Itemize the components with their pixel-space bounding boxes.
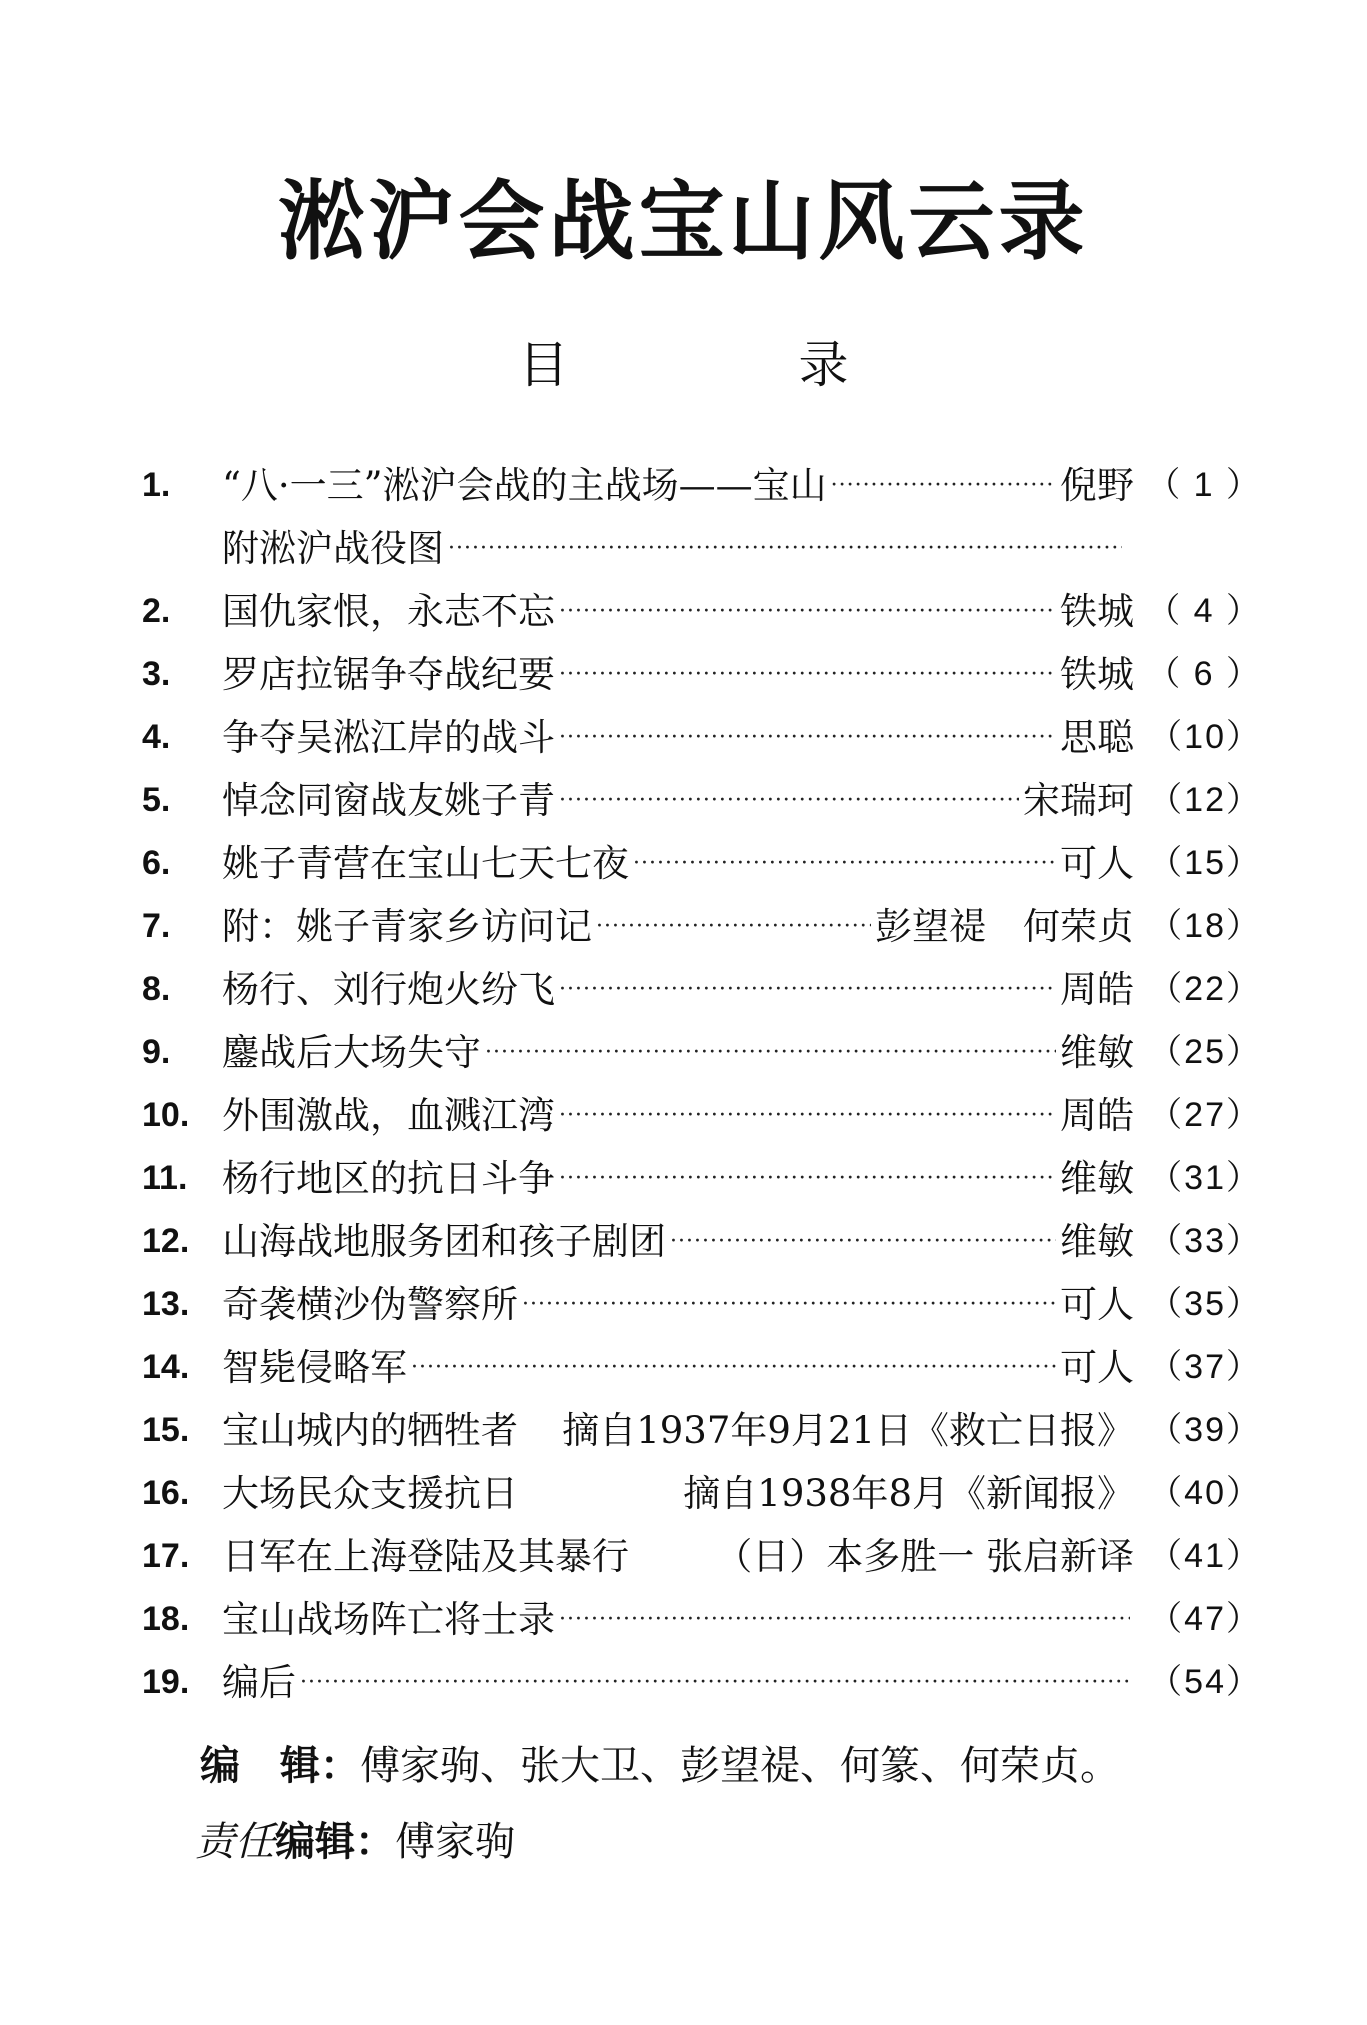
entry-title: 宝山战场阵亡将士录 [222, 1598, 555, 1641]
toc-entry[interactable] [142, 1210, 1262, 1273]
entry-author: 维敏 [1060, 1031, 1134, 1074]
entry-number: 11. [142, 1159, 188, 1197]
toc-entry[interactable] [142, 1462, 1262, 1525]
entry-title: 外围激战，血溅江湾 [222, 1094, 555, 1137]
entry-page: （40） [1148, 1474, 1262, 1512]
entry-page: （54） [1148, 1663, 1262, 1701]
entry-number: 6. [142, 844, 171, 882]
dot-leader [559, 643, 1056, 706]
toc-entry[interactable] [142, 580, 1262, 643]
chief-editor-label: 编辑： [275, 1818, 395, 1865]
entry-number: 4. [142, 718, 171, 756]
entry-page: （47） [1148, 1600, 1262, 1638]
entry-number: 8. [142, 970, 171, 1008]
entry-number: 10. [142, 1096, 190, 1134]
dot-leader [300, 1651, 1130, 1714]
entry-author: 维敏 [1060, 1220, 1134, 1263]
entry-number: 2. [142, 592, 171, 630]
entry-title: 编后 [222, 1661, 296, 1704]
entry-number: 3. [142, 655, 171, 693]
entry-author: （日）本多胜一 张启新译 [715, 1535, 1134, 1578]
toc-entry[interactable] [142, 1588, 1262, 1651]
entry-page: （35） [1148, 1285, 1262, 1323]
dot-leader [559, 580, 1056, 643]
entry-number: 15. [142, 1411, 190, 1449]
entry-author: 可人 [1060, 1283, 1134, 1326]
entry-author: 维敏 [1060, 1157, 1134, 1200]
dot-leader [559, 706, 1056, 769]
entry-number: 17. [142, 1537, 190, 1575]
toc-entry[interactable] [142, 1273, 1262, 1336]
toc-entry[interactable] [142, 1021, 1262, 1084]
entry-page: （31） [1148, 1159, 1262, 1197]
toc-entry[interactable] [142, 895, 1262, 958]
entry-page: （22） [1148, 970, 1262, 1008]
entry-title: 大场民众支援抗日 [222, 1472, 518, 1515]
dot-leader [596, 895, 871, 958]
chief-editor-lead: 责任 [195, 1819, 275, 1865]
toc-heading [0, 335, 1367, 395]
entry-page: （33） [1148, 1222, 1262, 1260]
entry-number: 9. [142, 1033, 171, 1071]
dot-leader [670, 1210, 1056, 1273]
toc-entry[interactable] [142, 1525, 1262, 1588]
dot-leader [559, 1147, 1056, 1210]
entry-title: 奇袭横沙伪警察所 [222, 1283, 518, 1326]
entry-number: 12. [142, 1222, 190, 1260]
entry-title: 鏖战后大场失守 [222, 1031, 481, 1074]
dot-leader [522, 1273, 1056, 1336]
entry-author: 思聪 [1060, 716, 1134, 759]
entry-title: 争夺吴淞江岸的战斗 [222, 716, 555, 759]
dot-leader [831, 454, 1056, 517]
entry-title: 姚子青营在宝山七天七夜 [222, 842, 629, 885]
toc-list [142, 454, 1262, 1714]
entry-page: （25） [1148, 1033, 1262, 1071]
entry-number: 5. [142, 781, 171, 819]
dot-leader [559, 1588, 1130, 1651]
entry-title: 宝山城内的牺牲者 [222, 1409, 518, 1452]
dot-leader [559, 769, 1019, 832]
editors-names: 傅家驹、张大卫、彭望禔、何篆、何荣贞。 [360, 1743, 1120, 1789]
entry-number: 7. [142, 907, 171, 945]
entry-author: 宋瑞珂 [1023, 779, 1134, 822]
entry-source: 摘自1938年8月《新闻报》 [683, 1472, 1134, 1515]
entry-page: （37） [1148, 1348, 1262, 1386]
entry-author: 倪野 [1060, 464, 1134, 507]
entry-title: 罗店拉锯争夺战纪要 [222, 653, 555, 696]
editors-line [200, 1736, 1120, 1796]
entry-title: 国仇家恨，永志不忘 [222, 590, 555, 633]
entry-title: 附淞沪战役图 [222, 527, 444, 570]
entry-title: 附：姚子青家乡访问记 [222, 905, 592, 948]
toc-entry[interactable] [142, 1651, 1262, 1714]
toc-entry[interactable] [142, 1147, 1262, 1210]
toc-entry[interactable] [142, 517, 1262, 580]
entry-number: 16. [142, 1474, 190, 1512]
entry-author: 铁城 [1060, 653, 1134, 696]
entry-title: “八·一三”淞沪会战的主战场——宝山 [222, 464, 827, 507]
toc-entry[interactable] [142, 706, 1262, 769]
toc-entry[interactable] [142, 1084, 1262, 1147]
dot-leader [485, 1021, 1056, 1084]
dot-leader [559, 1084, 1056, 1147]
toc-heading-left: 目 [518, 336, 569, 394]
entry-title: 日军在上海登陆及其暴行 [222, 1535, 629, 1578]
chief-editor-line [195, 1812, 515, 1872]
dot-leader [559, 958, 1056, 1021]
dot-leader [448, 517, 1122, 580]
entry-author: 可人 [1060, 1346, 1134, 1389]
book-title: 淞沪会战宝山风云录 [278, 172, 1089, 272]
entry-number: 18. [142, 1600, 190, 1638]
toc-entry[interactable] [142, 832, 1262, 895]
entry-page: （ 6 ） [1146, 655, 1262, 693]
entry-title: 杨行、刘行炮火纷飞 [222, 968, 555, 1011]
entry-page: （27） [1148, 1096, 1262, 1134]
entry-page: （18） [1148, 907, 1262, 945]
entry-title: 山海战地服务团和孩子剧团 [222, 1220, 666, 1263]
entry-author: 可人 [1060, 842, 1134, 885]
editors-label: 编 辑： [200, 1742, 360, 1789]
entry-page: （41） [1148, 1537, 1262, 1575]
toc-entry[interactable] [142, 454, 1262, 517]
chief-editor-name: 傅家驹 [395, 1819, 515, 1865]
entry-author: 周皓 [1060, 1094, 1134, 1137]
dot-leader [411, 1336, 1056, 1399]
toc-entry[interactable] [142, 1399, 1262, 1462]
entry-source: 摘自1937年9月21日《救亡日报》 [562, 1409, 1134, 1452]
entry-number: 13. [142, 1285, 190, 1323]
entry-page: （39） [1148, 1411, 1262, 1449]
entry-page: （12） [1148, 781, 1262, 819]
toc-heading-right: 录 [798, 336, 849, 394]
entry-title: 智毙侵略军 [222, 1346, 407, 1389]
entry-number: 14. [142, 1348, 190, 1386]
entry-number: 1. [142, 466, 171, 504]
dot-leader [633, 832, 1056, 895]
entry-title: 悼念同窗战友姚子青 [222, 779, 555, 822]
entry-author: 铁城 [1060, 590, 1134, 633]
toc-entry[interactable] [142, 769, 1262, 832]
toc-entry[interactable] [142, 1336, 1262, 1399]
toc-entry[interactable] [142, 958, 1262, 1021]
entry-author: 彭望禔 何荣贞 [875, 905, 1134, 948]
entry-number: 19. [142, 1663, 190, 1701]
entry-page: （ 4 ） [1146, 592, 1262, 630]
entry-author: 周皓 [1060, 968, 1134, 1011]
entry-page: （15） [1148, 844, 1262, 882]
entry-page: （ 1 ） [1146, 466, 1262, 504]
entry-title: 杨行地区的抗日斗争 [222, 1157, 555, 1200]
toc-entry[interactable] [142, 643, 1262, 706]
entry-page: （10） [1148, 718, 1262, 756]
